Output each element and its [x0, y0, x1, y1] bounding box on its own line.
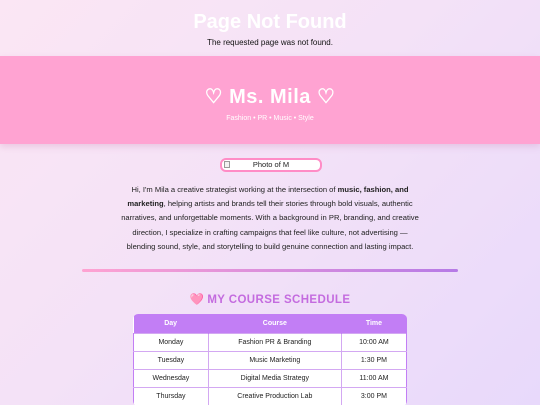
column-header-course: Course	[208, 314, 341, 334]
table-row	[134, 334, 407, 352]
cell-day: Monday	[134, 334, 209, 352]
schedule-heading	[0, 292, 540, 306]
not-found-banner	[0, 0, 540, 56]
cell-course: Creative Production Lab	[208, 388, 341, 405]
table-row	[134, 370, 407, 388]
bio-text-bold: music, fashion, and marketing	[127, 185, 409, 209]
cell-time: 3:00 PM	[341, 388, 406, 405]
broken-image-icon	[224, 161, 230, 168]
hero-tagline: Fashion • PR • Music • Style	[226, 115, 314, 122]
cell-time: 11:00 AM	[341, 370, 406, 388]
hero-name: ♡ Ms. Mila ♡	[204, 86, 336, 108]
table-row	[134, 352, 407, 370]
not-found-message: The requested page was not found.	[207, 38, 333, 47]
cell-day: Wednesday	[134, 370, 209, 388]
cell-course: Music Marketing	[208, 352, 341, 370]
bio-paragraph	[118, 183, 422, 254]
heart-icon: 🩷	[189, 294, 205, 306]
table-row	[134, 388, 407, 405]
hero-banner	[0, 56, 540, 144]
cell-time: 1:30 PM	[341, 352, 406, 370]
table-header-row	[134, 314, 407, 334]
column-header-day: Day	[134, 314, 209, 334]
course-schedule-table	[133, 314, 407, 405]
bio-text-rest: , helping artists and brands tell their stories through bold visuals, authentic narratives, and unforgettable moments. With a background in PR, branding, and creative direction, I specialize in crafting campaigns that feel like culture, not advertising — blending sound, style, and storytelling to build genuine connection and lasting impact.	[121, 199, 419, 251]
cell-course: Digital Media Strategy	[208, 370, 341, 388]
cell-course: Fashion PR & Branding	[208, 334, 341, 352]
schedule-title: MY COURSE SCHEDULE	[207, 294, 351, 306]
cell-time: 10:00 AM	[341, 334, 406, 352]
cell-day: Tuesday	[134, 352, 209, 370]
not-found-title: Page Not Found	[193, 11, 347, 33]
profile-photo	[220, 158, 322, 172]
section-divider	[82, 269, 458, 272]
cell-day: Thursday	[134, 388, 209, 405]
bio-text-intro: Hi, I'm Mila a creative strategist working at the intersection of	[131, 185, 338, 194]
column-header-time: Time	[341, 314, 406, 334]
profile-photo-alt-text: Photo of M	[252, 160, 290, 169]
